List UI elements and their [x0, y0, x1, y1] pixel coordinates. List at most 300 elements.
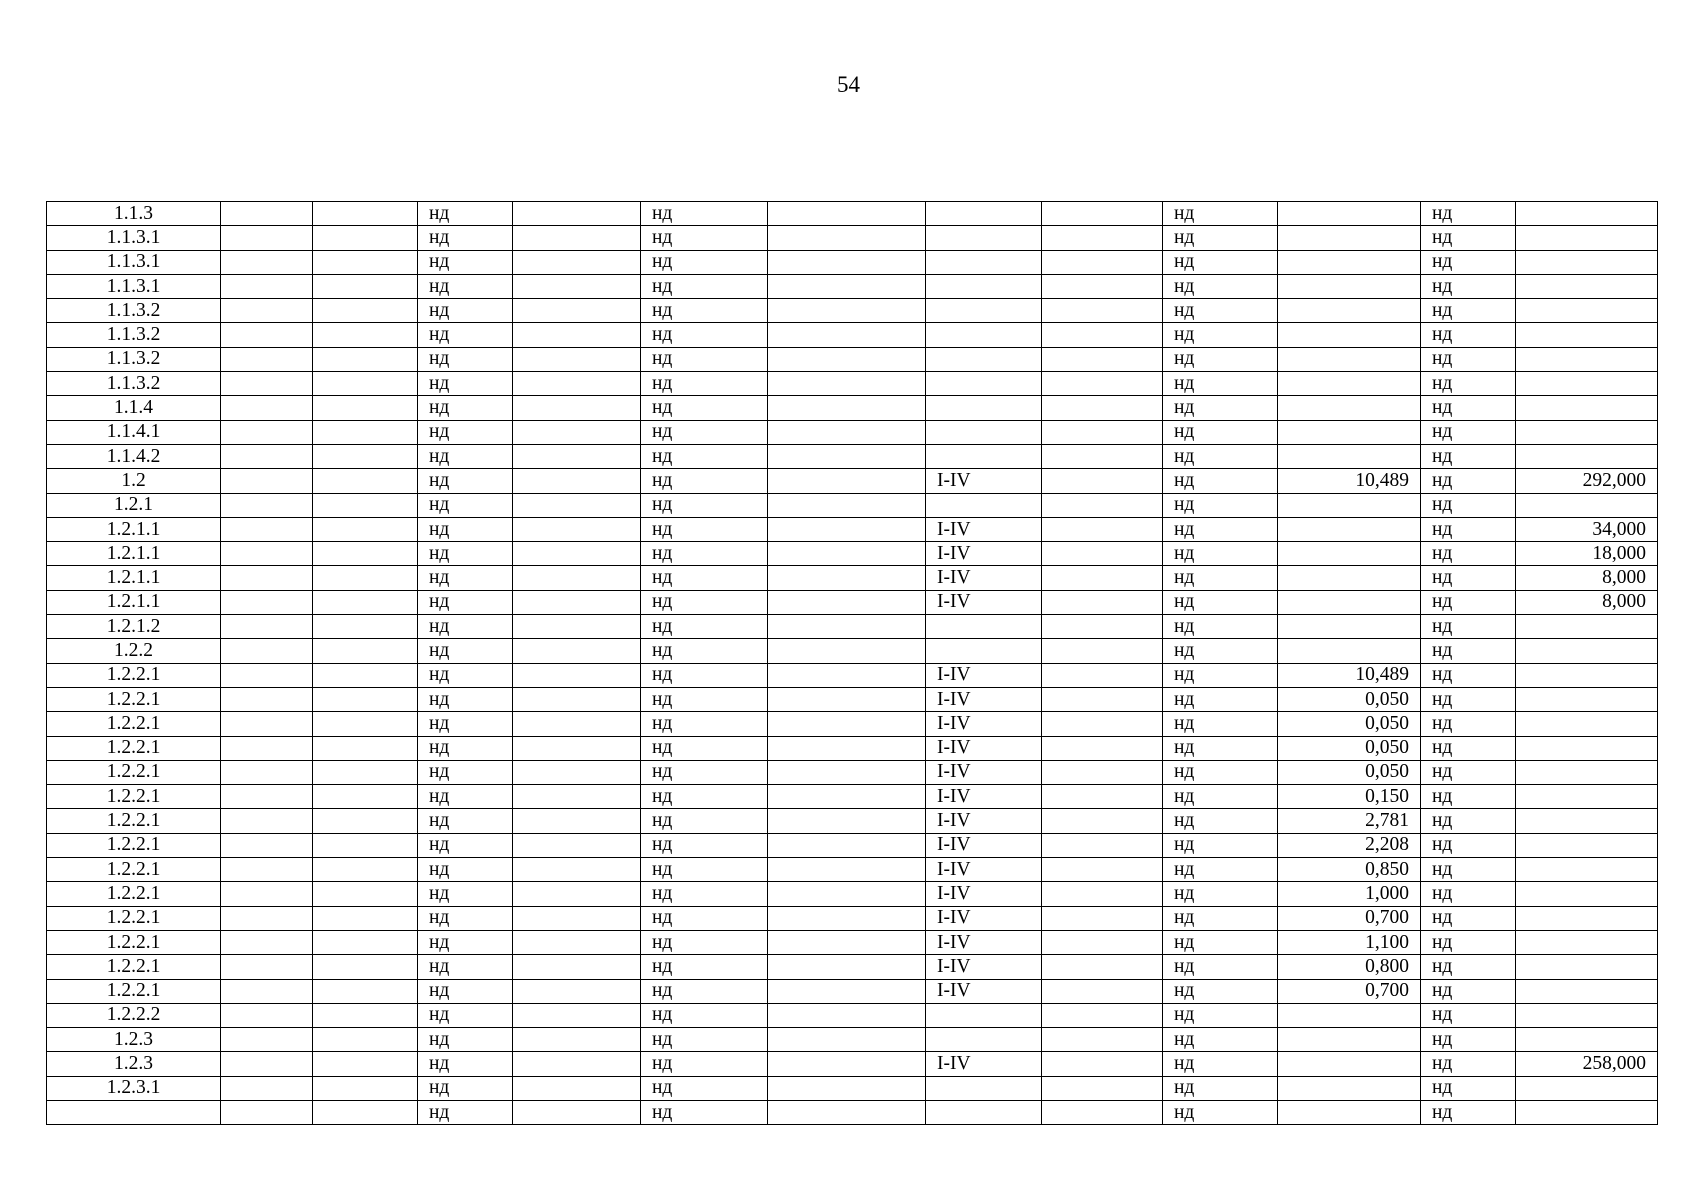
table-cell	[768, 615, 926, 639]
table-cell	[1516, 372, 1658, 396]
table-cell	[313, 858, 418, 882]
table-cell	[1516, 1028, 1658, 1052]
table-cell	[926, 274, 1042, 298]
table-cell	[768, 542, 926, 566]
table-cell: нд	[641, 347, 768, 371]
table-row	[47, 906, 1658, 930]
table-cell: 258,000	[1516, 1052, 1658, 1076]
table-cell: нд	[641, 542, 768, 566]
table-cell: нд	[1421, 274, 1516, 298]
table-cell	[513, 396, 641, 420]
row-code-cell: 1.2.2.1	[47, 760, 221, 784]
table-cell	[1516, 712, 1658, 736]
table-cell: 0,050	[1278, 687, 1421, 711]
table-cell	[513, 955, 641, 979]
table-cell	[926, 372, 1042, 396]
table-cell: нд	[641, 906, 768, 930]
table-cell	[1042, 469, 1163, 493]
table-cell: нд	[1163, 202, 1278, 226]
table-cell: нд	[1421, 930, 1516, 954]
row-code-cell: 1.2.1.1	[47, 590, 221, 614]
row-code-cell: 1.2.2.1	[47, 736, 221, 760]
table-cell	[1042, 858, 1163, 882]
table-cell: нд	[1421, 615, 1516, 639]
table-cell: нд	[1421, 396, 1516, 420]
table-cell: I-IV	[926, 979, 1042, 1003]
table-row	[47, 615, 1658, 639]
table-cell: нд	[418, 566, 513, 590]
table-cell	[926, 347, 1042, 371]
table-cell: нд	[641, 930, 768, 954]
table-cell: нд	[418, 882, 513, 906]
table-cell	[1278, 274, 1421, 298]
table-cell	[1042, 663, 1163, 687]
table-cell	[1278, 323, 1421, 347]
table-cell: нд	[641, 615, 768, 639]
table-cell	[221, 517, 313, 541]
table-cell: нд	[641, 323, 768, 347]
table-cell: нд	[1163, 590, 1278, 614]
table-cell	[926, 396, 1042, 420]
table-cell	[221, 930, 313, 954]
table-cell	[221, 202, 313, 226]
table-cell	[1278, 420, 1421, 444]
table-cell: нд	[1163, 639, 1278, 663]
table-cell: нд	[641, 396, 768, 420]
table-cell	[221, 687, 313, 711]
row-code-cell: 1.2.2.1	[47, 979, 221, 1003]
table-cell	[926, 1100, 1042, 1124]
table-cell	[221, 906, 313, 930]
table-cell	[768, 1076, 926, 1100]
table-cell: нд	[418, 785, 513, 809]
row-code-cell: 1.2.2.1	[47, 785, 221, 809]
table-cell: нд	[641, 1076, 768, 1100]
table-cell	[1516, 858, 1658, 882]
table-cell	[513, 809, 641, 833]
table-row	[47, 250, 1658, 274]
table-cell: нд	[418, 760, 513, 784]
table-cell	[926, 202, 1042, 226]
table-cell: I-IV	[926, 663, 1042, 687]
table-cell: нд	[641, 202, 768, 226]
table-row	[47, 760, 1658, 784]
table-cell	[513, 1028, 641, 1052]
table-cell: нд	[1421, 882, 1516, 906]
table-cell	[513, 542, 641, 566]
table-cell	[1042, 372, 1163, 396]
table-cell	[313, 323, 418, 347]
table-cell	[768, 882, 926, 906]
table-cell: нд	[641, 687, 768, 711]
table-cell	[1042, 420, 1163, 444]
table-cell	[1042, 226, 1163, 250]
table-cell	[513, 833, 641, 857]
table-row	[47, 372, 1658, 396]
row-code-cell: 1.2.3	[47, 1028, 221, 1052]
table-cell: нд	[1421, 250, 1516, 274]
table-cell: нд	[641, 493, 768, 517]
table-cell	[221, 420, 313, 444]
table-cell: нд	[418, 1052, 513, 1076]
table-cell	[1042, 566, 1163, 590]
table-cell: нд	[641, 833, 768, 857]
table-body	[47, 202, 1658, 1125]
table-cell	[513, 493, 641, 517]
table-row	[47, 882, 1658, 906]
table-cell: I-IV	[926, 833, 1042, 857]
table-cell: 10,489	[1278, 663, 1421, 687]
row-code-cell: 1.1.4.1	[47, 420, 221, 444]
table-cell: I-IV	[926, 712, 1042, 736]
table-row	[47, 1076, 1658, 1100]
table-cell: нд	[418, 299, 513, 323]
table-cell: нд	[1163, 372, 1278, 396]
table-cell	[1278, 1028, 1421, 1052]
table-row	[47, 493, 1658, 517]
table-cell	[768, 858, 926, 882]
table-cell	[313, 979, 418, 1003]
table-cell	[313, 274, 418, 298]
table-cell	[1042, 882, 1163, 906]
table-cell	[1278, 202, 1421, 226]
table-cell: нд	[1421, 639, 1516, 663]
table-cell	[1042, 250, 1163, 274]
table-cell	[768, 906, 926, 930]
table-cell	[768, 736, 926, 760]
table-cell	[1278, 493, 1421, 517]
table-cell	[768, 226, 926, 250]
row-code-cell: 1.1.3.2	[47, 323, 221, 347]
table-cell: нд	[641, 955, 768, 979]
table-cell	[768, 372, 926, 396]
row-code-cell: 1.2.2.1	[47, 858, 221, 882]
table-cell: 2,781	[1278, 809, 1421, 833]
table-cell	[313, 882, 418, 906]
table-cell	[513, 979, 641, 1003]
row-code-cell: 1.2.2.2	[47, 1003, 221, 1027]
row-code-cell: 1.2.2.1	[47, 955, 221, 979]
table-cell	[768, 712, 926, 736]
row-code-cell: 1.1.3.2	[47, 299, 221, 323]
table-cell: нд	[1163, 858, 1278, 882]
table-cell: нд	[1421, 542, 1516, 566]
table-cell	[313, 712, 418, 736]
table-cell: нд	[418, 736, 513, 760]
table-row	[47, 955, 1658, 979]
table-cell: нд	[1421, 906, 1516, 930]
table-cell: нд	[641, 736, 768, 760]
table-cell	[1042, 955, 1163, 979]
table-cell	[313, 785, 418, 809]
table-cell	[768, 639, 926, 663]
table-cell	[513, 615, 641, 639]
table-cell: нд	[418, 712, 513, 736]
table-row	[47, 542, 1658, 566]
table-cell	[513, 1076, 641, 1100]
table-cell	[1278, 566, 1421, 590]
table-cell: нд	[1163, 1028, 1278, 1052]
table-cell	[313, 663, 418, 687]
table-cell	[1516, 809, 1658, 833]
table-cell: нд	[641, 250, 768, 274]
table-cell	[221, 663, 313, 687]
table-cell	[513, 372, 641, 396]
row-code-cell: 1.1.3.1	[47, 274, 221, 298]
table-cell	[513, 639, 641, 663]
table-cell	[313, 615, 418, 639]
table-cell	[513, 687, 641, 711]
row-code-cell: 1.1.3	[47, 202, 221, 226]
table-cell: нд	[1421, 444, 1516, 468]
table-cell	[313, 250, 418, 274]
table-cell	[1516, 1076, 1658, 1100]
table-cell	[926, 615, 1042, 639]
table-cell	[513, 760, 641, 784]
table-cell	[768, 1100, 926, 1124]
table-cell	[1278, 639, 1421, 663]
table-cell	[1516, 930, 1658, 954]
table-row	[47, 687, 1658, 711]
table-cell: I-IV	[926, 906, 1042, 930]
table-cell	[313, 1028, 418, 1052]
table-cell: нд	[641, 809, 768, 833]
row-code-cell: 1.2.2	[47, 639, 221, 663]
table-cell: нд	[418, 542, 513, 566]
table-row	[47, 274, 1658, 298]
table-cell: нд	[1421, 809, 1516, 833]
table-row	[47, 469, 1658, 493]
table-row	[47, 1003, 1658, 1027]
table-cell	[1042, 299, 1163, 323]
table-cell: нд	[1421, 663, 1516, 687]
table-cell: нд	[418, 1028, 513, 1052]
table-row	[47, 1100, 1658, 1124]
table-cell	[313, 566, 418, 590]
table-cell	[513, 736, 641, 760]
table-row	[47, 323, 1658, 347]
table-row	[47, 930, 1658, 954]
table-cell	[1516, 250, 1658, 274]
table-cell	[1042, 930, 1163, 954]
table-cell: нд	[641, 639, 768, 663]
table-cell	[1278, 1052, 1421, 1076]
table-cell: нд	[1163, 882, 1278, 906]
table-cell	[1042, 712, 1163, 736]
table-cell	[221, 469, 313, 493]
table-row	[47, 1028, 1658, 1052]
table-cell: 10,489	[1278, 469, 1421, 493]
table-cell	[221, 299, 313, 323]
table-cell: нд	[418, 590, 513, 614]
table-cell	[1516, 785, 1658, 809]
table-row	[47, 347, 1658, 371]
table-cell: нд	[1163, 760, 1278, 784]
table-cell: нд	[418, 493, 513, 517]
table-cell: нд	[418, 226, 513, 250]
table-cell	[221, 250, 313, 274]
table-cell	[1278, 615, 1421, 639]
table-cell	[926, 323, 1042, 347]
table-cell: нд	[1163, 469, 1278, 493]
table-cell	[221, 323, 313, 347]
table-cell: нд	[1421, 372, 1516, 396]
table-cell	[1516, 736, 1658, 760]
table-cell	[1516, 444, 1658, 468]
table-cell	[926, 1076, 1042, 1100]
table-cell	[1516, 663, 1658, 687]
table-cell	[926, 420, 1042, 444]
table-row	[47, 590, 1658, 614]
table-cell	[513, 712, 641, 736]
table-cell	[1042, 736, 1163, 760]
table-cell: нд	[1163, 979, 1278, 1003]
table-cell	[513, 930, 641, 954]
table-cell	[313, 833, 418, 857]
table-cell	[313, 1003, 418, 1027]
table-cell: нд	[1421, 226, 1516, 250]
table-cell: нд	[641, 979, 768, 1003]
row-code-cell: 1.2.2.1	[47, 930, 221, 954]
table-cell	[1042, 493, 1163, 517]
table-cell: нд	[641, 226, 768, 250]
table-cell	[513, 590, 641, 614]
table-cell	[768, 347, 926, 371]
table-cell	[313, 687, 418, 711]
table-cell: нд	[418, 687, 513, 711]
table-cell	[313, 906, 418, 930]
table-cell	[1042, 323, 1163, 347]
table-cell	[1278, 250, 1421, 274]
table-cell: нд	[1421, 323, 1516, 347]
table-row	[47, 809, 1658, 833]
table-cell: нд	[1163, 930, 1278, 954]
table-cell	[1516, 226, 1658, 250]
table-cell	[1516, 1100, 1658, 1124]
table-cell	[221, 396, 313, 420]
table-cell: нд	[1421, 785, 1516, 809]
table-cell	[313, 299, 418, 323]
row-code-cell: 1.2.2.1	[47, 687, 221, 711]
table-cell	[768, 469, 926, 493]
table-row	[47, 979, 1658, 1003]
table-cell	[513, 906, 641, 930]
table-cell	[1278, 347, 1421, 371]
table-cell	[1516, 687, 1658, 711]
table-cell	[768, 833, 926, 857]
table-cell: нд	[1163, 517, 1278, 541]
row-code-cell	[47, 1100, 221, 1124]
table-cell	[513, 663, 641, 687]
table-cell: нд	[418, 274, 513, 298]
table-cell	[221, 1076, 313, 1100]
table-cell	[1516, 639, 1658, 663]
table-cell	[768, 955, 926, 979]
table-cell	[313, 930, 418, 954]
table-cell	[768, 299, 926, 323]
table-cell	[1042, 202, 1163, 226]
table-cell: нд	[418, 1100, 513, 1124]
table-cell	[768, 566, 926, 590]
table-cell	[768, 396, 926, 420]
table-cell: 0,150	[1278, 785, 1421, 809]
table-cell	[313, 955, 418, 979]
row-code-cell: 1.2.2.1	[47, 882, 221, 906]
table-cell	[768, 1028, 926, 1052]
table-cell: 34,000	[1516, 517, 1658, 541]
table-cell	[221, 1028, 313, 1052]
table-cell	[1516, 955, 1658, 979]
table-cell: нд	[1163, 1100, 1278, 1124]
table-cell: нд	[1163, 396, 1278, 420]
table-cell	[768, 1052, 926, 1076]
table-cell: I-IV	[926, 785, 1042, 809]
row-code-cell: 1.2.2.1	[47, 906, 221, 930]
table-cell: нд	[1163, 687, 1278, 711]
table-cell	[313, 809, 418, 833]
table-cell	[1278, 444, 1421, 468]
row-code-cell: 1.1.4.2	[47, 444, 221, 468]
row-code-cell: 1.2.3	[47, 1052, 221, 1076]
table-cell: нд	[418, 420, 513, 444]
table-cell: нд	[418, 250, 513, 274]
table-cell	[221, 226, 313, 250]
table-cell: нд	[1163, 1052, 1278, 1076]
table-cell: нд	[1163, 274, 1278, 298]
table-cell	[768, 1003, 926, 1027]
table-cell: нд	[1421, 979, 1516, 1003]
table-cell	[313, 542, 418, 566]
table-cell: нд	[1163, 1003, 1278, 1027]
table-cell	[926, 493, 1042, 517]
table-cell: нд	[1421, 299, 1516, 323]
table-cell: нд	[1421, 202, 1516, 226]
table-cell	[1042, 396, 1163, 420]
table-cell: 1,100	[1278, 930, 1421, 954]
table-cell	[1042, 1003, 1163, 1027]
table-cell: нд	[1421, 469, 1516, 493]
table-cell	[221, 809, 313, 833]
table-cell	[926, 299, 1042, 323]
table-cell	[1516, 760, 1658, 784]
table-cell: нд	[641, 1100, 768, 1124]
table-cell	[768, 250, 926, 274]
table-cell	[1278, 396, 1421, 420]
table-cell: нд	[641, 1052, 768, 1076]
table-cell: нд	[1163, 347, 1278, 371]
table-row	[47, 517, 1658, 541]
table-cell	[1042, 979, 1163, 1003]
table-cell	[221, 274, 313, 298]
table-cell: нд	[418, 347, 513, 371]
table-cell: 292,000	[1516, 469, 1658, 493]
table-cell	[513, 882, 641, 906]
table-cell: нд	[418, 1076, 513, 1100]
table-cell	[221, 347, 313, 371]
table-cell	[1042, 444, 1163, 468]
table-cell: нд	[1163, 444, 1278, 468]
table-cell	[313, 590, 418, 614]
table-cell: 18,000	[1516, 542, 1658, 566]
table-cell	[1042, 906, 1163, 930]
table-cell	[313, 1076, 418, 1100]
table-cell	[768, 323, 926, 347]
table-cell	[926, 1028, 1042, 1052]
table-cell	[1278, 542, 1421, 566]
table-cell: нд	[641, 299, 768, 323]
table-cell	[1042, 833, 1163, 857]
row-code-cell: 1.2.2.1	[47, 663, 221, 687]
